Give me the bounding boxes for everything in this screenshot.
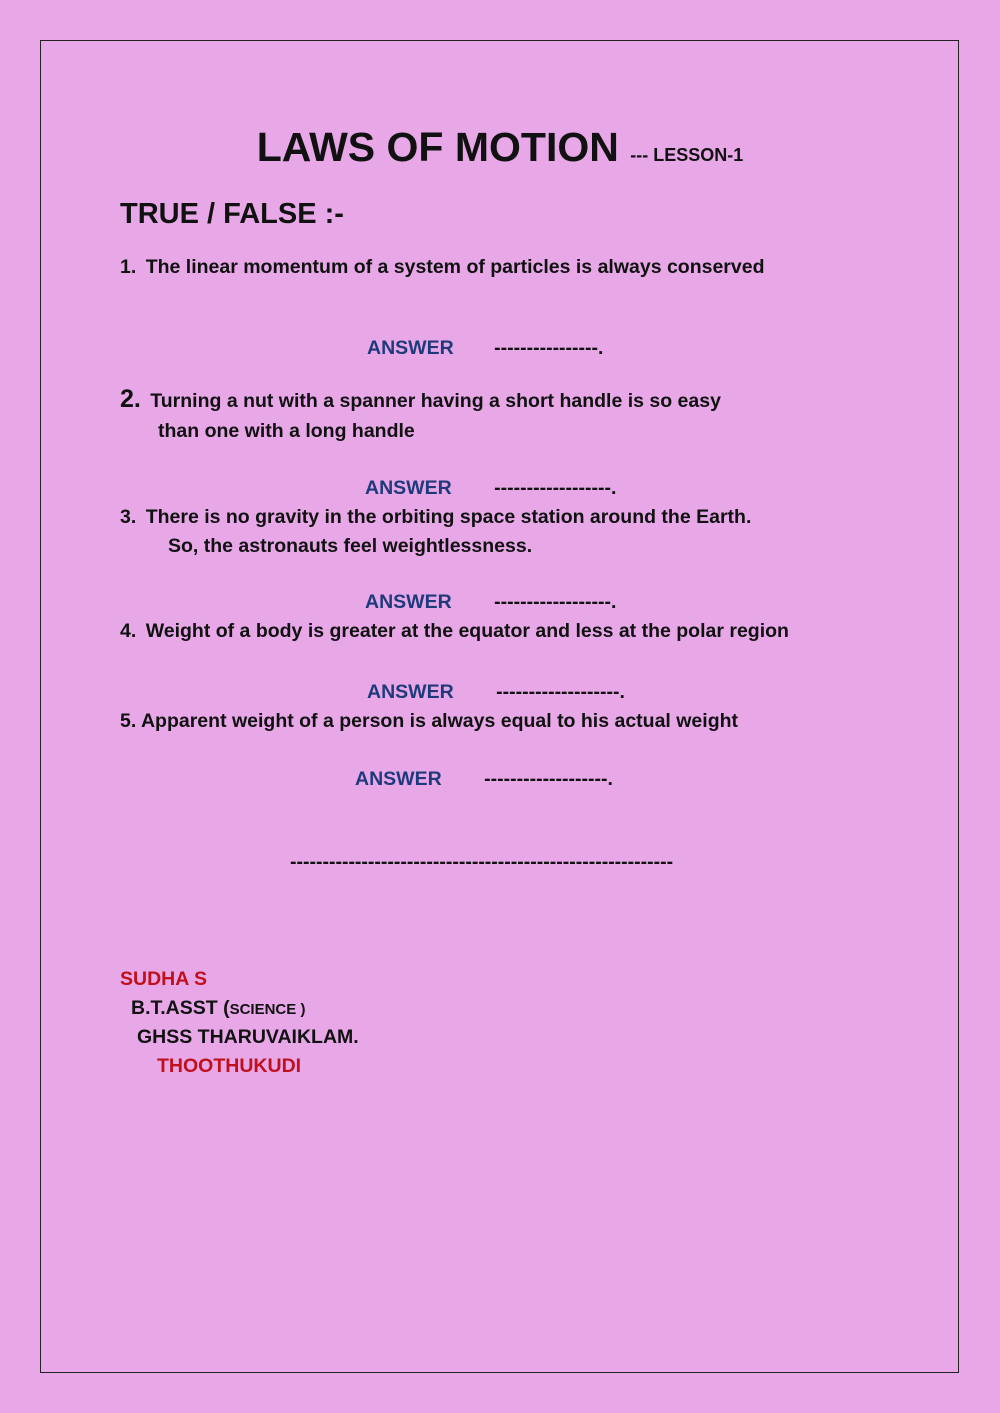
designation-main: B.T.ASST ( xyxy=(131,997,230,1019)
question-number: 3. xyxy=(120,506,137,528)
title-main-text: LAWS OF MOTION xyxy=(256,124,619,170)
answer-row-3 xyxy=(365,591,616,614)
question-1 xyxy=(120,256,765,279)
question-number: 4. xyxy=(120,620,137,642)
answer-label: ANSWER xyxy=(365,591,452,613)
question-text: There is no gravity in the orbiting space station around the Earth. xyxy=(145,506,752,528)
separator-line: ----------------------------------------------------------- xyxy=(290,851,674,873)
question-number: 1. xyxy=(120,256,137,278)
question-2-line-2: than one with a long handle xyxy=(158,420,415,442)
section-heading: TRUE / FALSE :- xyxy=(120,198,344,230)
answer-label: ANSWER xyxy=(367,337,454,359)
question-text: Apparent weight of a person is always equal to his actual weight xyxy=(140,710,739,732)
question-text: The linear momentum of a system of particles is always conserved xyxy=(145,256,765,278)
question-text: Weight of a body is greater at the equator and less at the polar region xyxy=(145,620,789,642)
author-designation xyxy=(131,997,305,1020)
author-name: SUDHA S xyxy=(120,968,208,990)
answer-blank[interactable]: ----------------. xyxy=(494,337,604,359)
answer-row-2 xyxy=(365,477,616,500)
designation-subject: SCIENCE ) xyxy=(229,1001,306,1018)
answer-label: ANSWER xyxy=(365,477,452,499)
answer-blank[interactable]: -------------------. xyxy=(496,681,625,703)
question-number: 5. xyxy=(120,710,137,732)
question-5 xyxy=(120,710,738,733)
author-district: THOOTHUKUDI xyxy=(157,1055,302,1077)
question-2 xyxy=(120,385,721,414)
answer-label: ANSWER xyxy=(355,768,442,790)
answer-label: ANSWER xyxy=(367,681,454,703)
title-lesson-subtitle: --- LESSON-1 xyxy=(630,145,744,165)
question-3 xyxy=(120,506,751,529)
page-title xyxy=(0,124,1000,171)
question-3-line-2: So, the astronauts feel weightlessness. xyxy=(168,535,533,557)
answer-blank[interactable]: -------------------. xyxy=(484,768,613,790)
answer-row-4 xyxy=(367,681,625,704)
question-number: 2. xyxy=(120,385,141,413)
question-text: Turning a nut with a spanner having a short handle is so easy xyxy=(150,390,721,412)
answer-row-5 xyxy=(355,768,613,791)
author-school: GHSS THARUVAIKLAM. xyxy=(137,1026,359,1048)
question-4 xyxy=(120,620,789,643)
answer-blank[interactable]: ------------------. xyxy=(494,591,617,613)
answer-blank[interactable]: ------------------. xyxy=(494,477,617,499)
answer-row-1 xyxy=(367,337,603,360)
page-border xyxy=(40,40,959,1373)
